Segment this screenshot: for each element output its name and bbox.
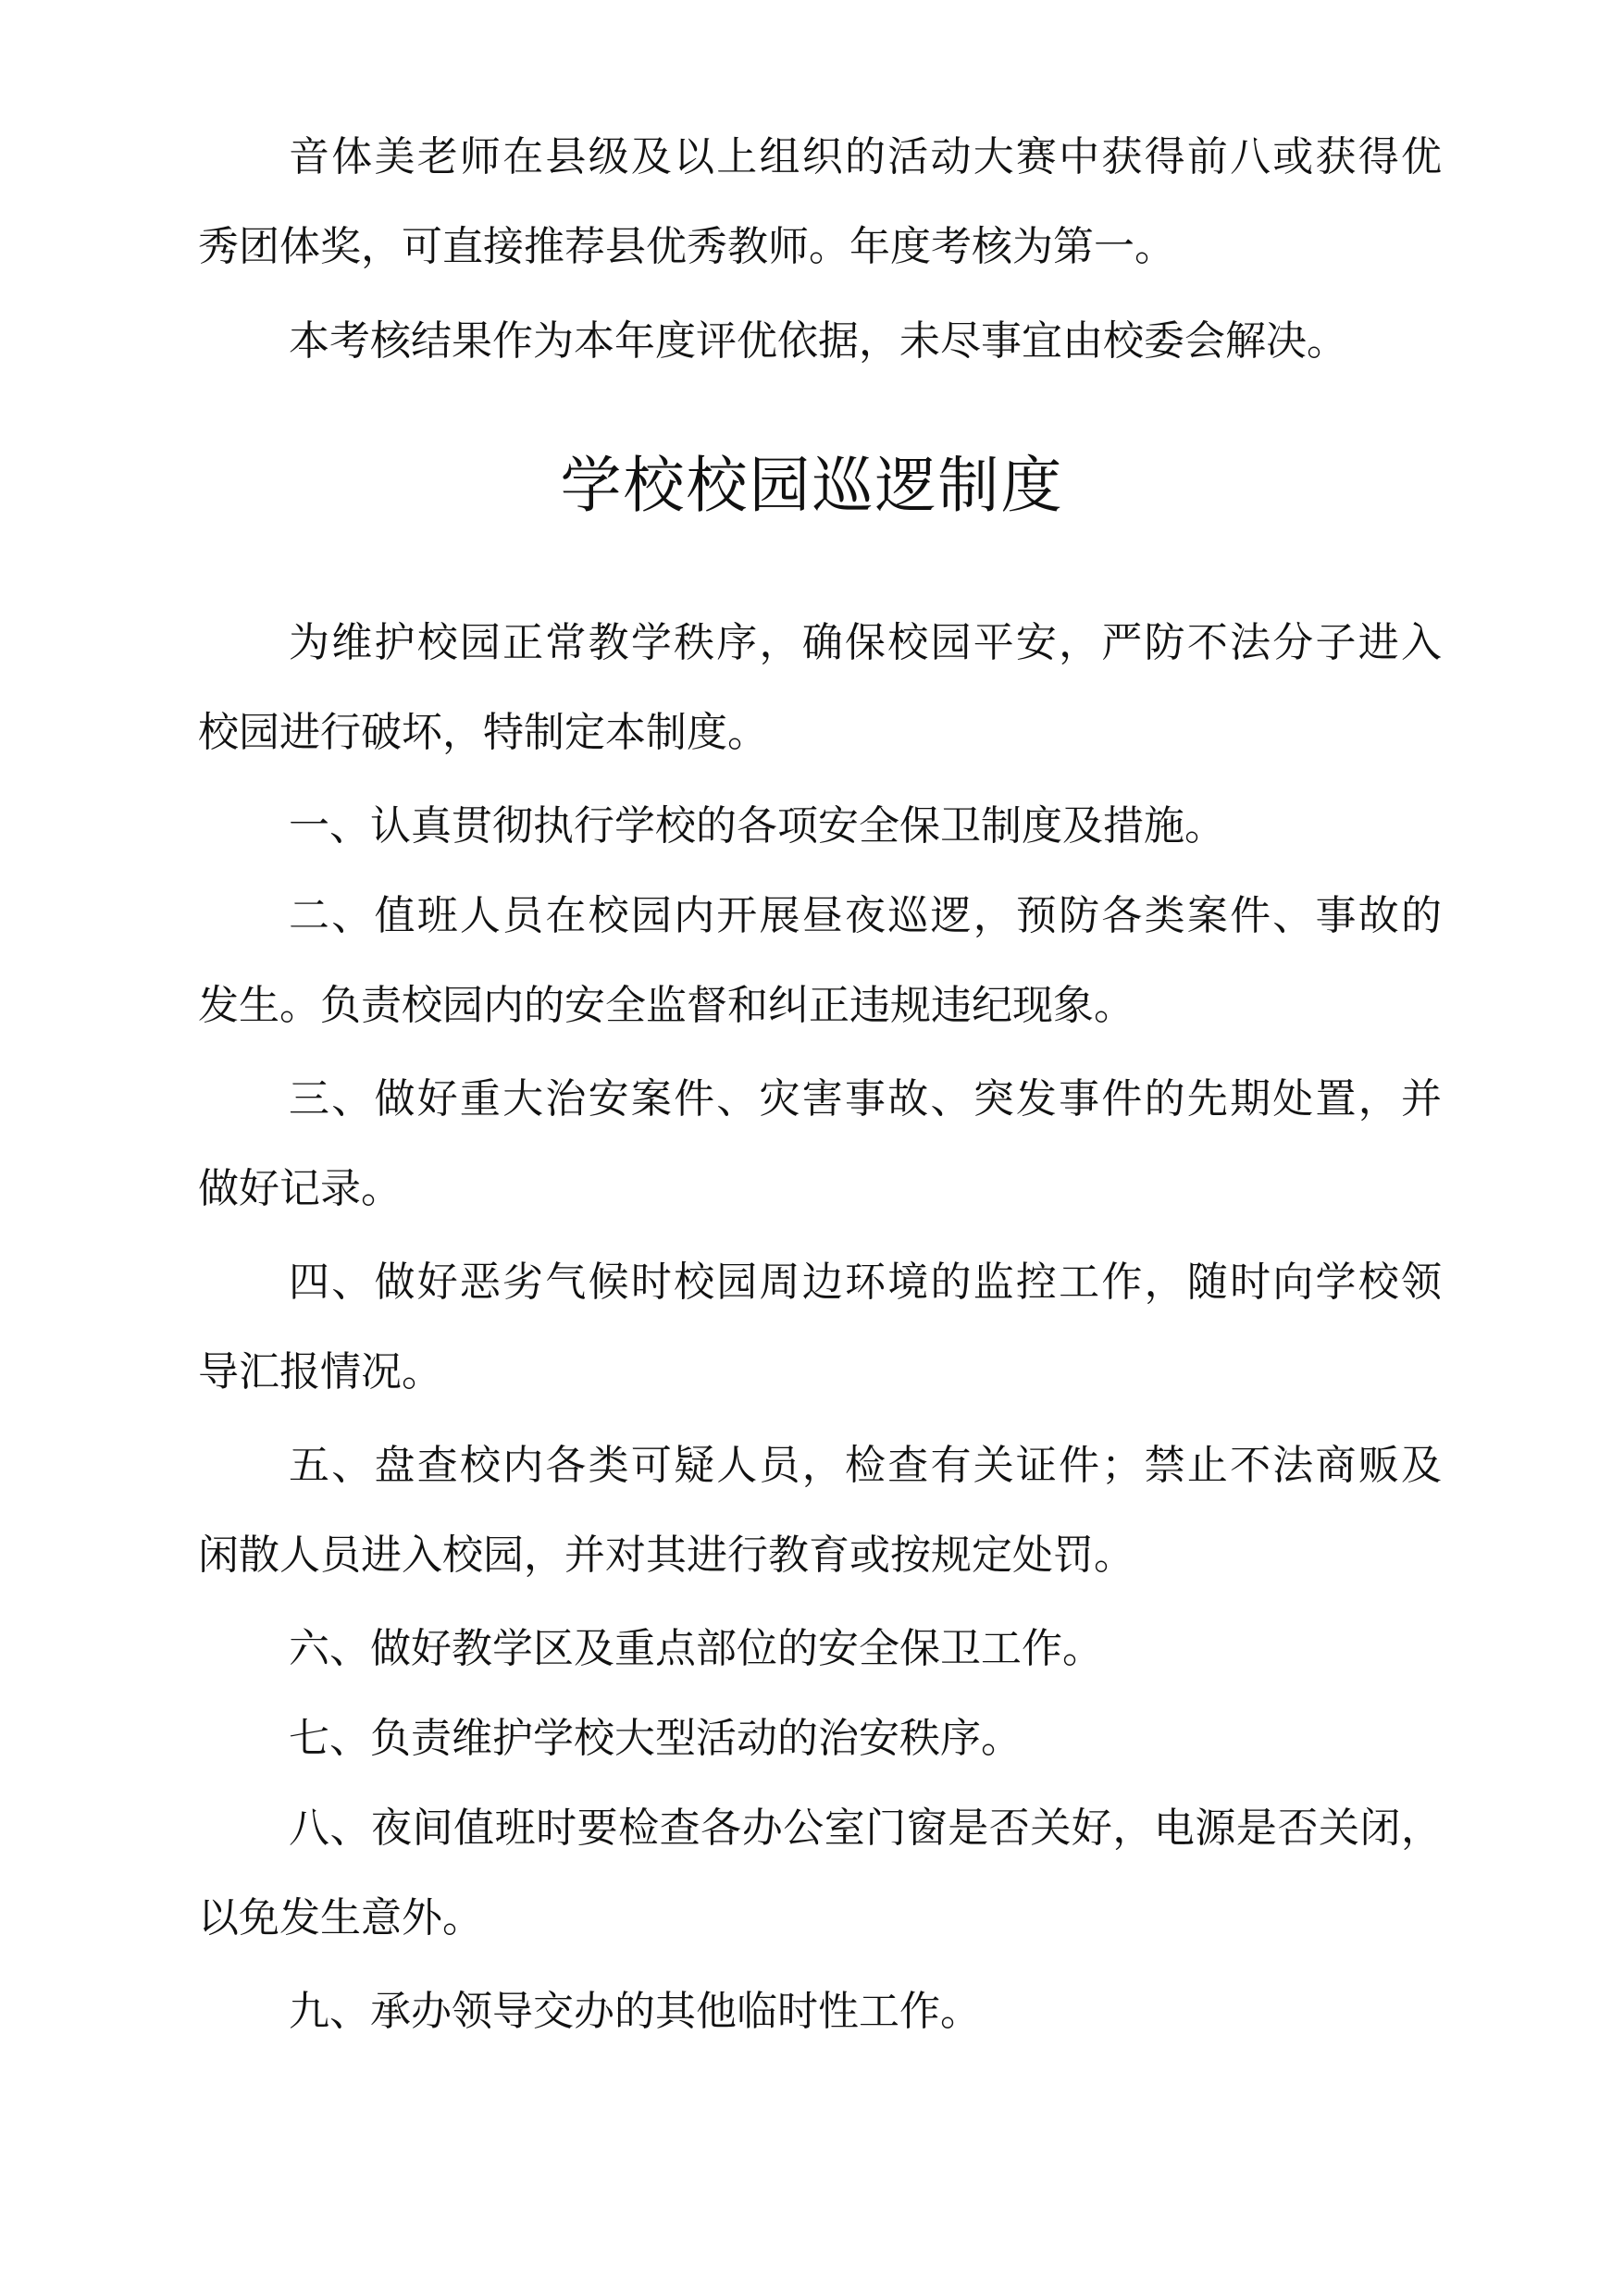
paragraph-line: 音体美老师在县级及以上组织的活动大赛中获得前八或获得优 [289,133,1442,180]
paragraph-line: 秀团体奖，可直接推荐县优秀教师。年度考核为第一。 [198,223,1175,270]
paragraph-line: 本考核结果作为本年度评优依据，未尽事宜由校委会解决。 [289,317,1347,365]
rule-item: 四、做好恶劣气候时校园周边环境的监控工作，随时向学校领 [289,1259,1442,1306]
rule-item-continuation: 闲散人员进入校园，并对其进行教育或按规定处罚。 [198,1532,1134,1579]
rule-item: 一、认真贯彻执行学校的各项安全保卫制度及措施。 [289,802,1225,850]
rule-item-continuation: 发生。负责校园内的安全监督和纠正违规违纪现象。 [198,982,1134,1029]
rule-item-continuation: 以免发生意外。 [198,1894,483,1941]
intro-line: 校园进行破坏，特制定本制度。 [198,709,768,756]
rule-item-continuation: 做好记录。 [198,1165,402,1212]
document-title: 学校校园巡逻制度 [560,450,1064,521]
rule-item: 七、负责维护学校大型活动的治安秩序。 [289,1715,1022,1762]
rule-item: 六、做好教学区及重点部位的安全保卫工作。 [289,1625,1103,1672]
intro-line: 为维护校园正常教学秩序，确保校园平安，严防不法分子进入 [289,619,1442,666]
rule-item: 五、盘查校内各类可疑人员，检查有关证件；禁止不法商贩及 [289,1442,1442,1489]
rule-item-continuation: 导汇报情况。 [198,1348,442,1396]
rule-item: 三、做好重大治安案件、灾害事故、突发事件的先期处置，并 [289,1075,1442,1123]
rule-item: 九、承办领导交办的其他临时性工作。 [289,1988,981,2035]
rule-item: 八、夜间值班时要检查各办公室门窗是否关好，电源是否关闭， [289,1805,1442,1852]
rule-item: 二、值班人员在校园内开展昼夜巡逻，预防各类案件、事故的 [289,892,1442,939]
